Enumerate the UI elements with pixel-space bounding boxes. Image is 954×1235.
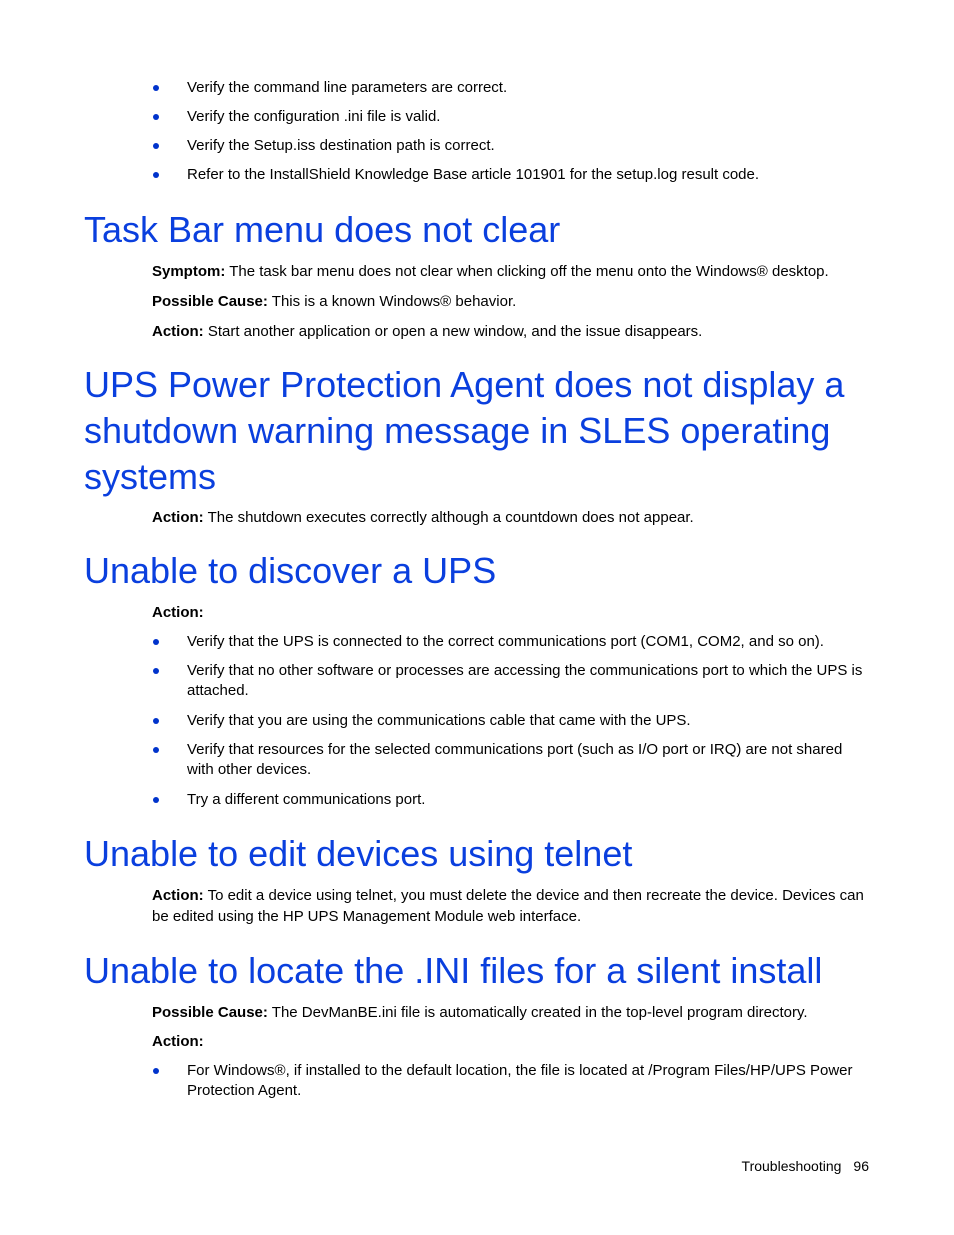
heading-line: systems [84,456,217,497]
footer-section: Troubleshooting [741,1158,842,1174]
action-text: The shutdown executes correctly although a countdown does not appear. [203,509,694,526]
cause-paragraph [152,291,872,312]
bullet-icon [153,747,159,753]
bullet-icon [153,172,159,178]
cause-text: The DevManBE.ini file is automatically created in the top-level program directory. [267,1004,808,1021]
cause-label: Possible Cause: [152,293,268,310]
bullet-icon [153,85,159,91]
symptom-text: The task bar menu does not clear when clicking off the menu onto the Windows® desktop. [225,263,829,280]
action-label: Action: [152,1033,204,1050]
list-item [152,740,872,780]
list-item [152,107,872,127]
list-item-text: Try a different communications port. [187,791,426,808]
section-heading-discover: Unable to discover a UPS [84,550,497,591]
list-item [152,136,872,156]
action-label: Action: [152,887,204,904]
list-item-text: Verify the configuration .ini file is valid. [187,108,441,125]
list-item [152,661,872,701]
symptom-label: Symptom: [152,263,226,280]
section-heading-ups-agent [84,362,884,500]
action-label: Action: [152,509,204,526]
action-paragraph [152,507,872,528]
bullet-icon [153,114,159,120]
action-label: Action: [152,323,204,340]
list-item-text: Verify the Setup.iss destination path is correct. [187,137,495,154]
list-item-text: Verify that you are using the communications cable that came with the UPS. [187,712,691,729]
section-heading-ini: Unable to locate the .INI files for a silent install [84,950,823,991]
heading-line: UPS Power Protection Agent does not display a [84,364,845,405]
list-item-text: Refer to the InstallShield Knowledge Base article 101901 for the setup.log result code. [187,166,760,183]
list-item [152,711,872,731]
list-item-text: Verify that the UPS is connected to the correct communications port (COM1, COM2, and so on). [187,633,824,650]
list-item [152,790,872,810]
action-text: Start another application or open a new window, and the issue disappears. [203,323,703,340]
action-paragraph [152,1031,872,1052]
list-item-text: For Windows®, if installed to the default location, the file is located at /Program Files/HP/UPS Power Protection Agent. [187,1062,853,1099]
page-footer [742,1158,869,1174]
action-paragraph [152,321,872,342]
bullet-icon [153,668,159,674]
action-paragraph [152,602,872,623]
list-item-text: Verify that resources for the selected communications port (such as I/O port or IRQ) are not shared with other devices. [187,741,843,778]
heading-line: shutdown warning message in SLES operating [84,410,831,451]
bullet-icon [153,143,159,149]
page-number: 96 [853,1158,869,1174]
action-paragraph [152,885,872,927]
cause-text: This is a known Windows® behavior. [267,293,517,310]
list-item [152,165,872,185]
bullet-icon [153,718,159,724]
list-item-text: Verify that no other software or processes are accessing the communications port to which the UPS is attached. [187,662,863,699]
action-text: To edit a device using telnet, you must delete the device and then recreate the device. Devices can be edited using the HP UPS Management Module web interface. [152,887,864,925]
list-item-text: Verify the command line parameters are correct. [187,79,508,96]
section-heading-taskbar: Task Bar menu does not clear [84,209,561,250]
cause-paragraph [152,1002,872,1023]
bullet-icon [153,797,159,803]
bullet-icon [153,1068,159,1074]
symptom-paragraph [152,261,872,282]
list-item [152,1061,872,1101]
cause-label: Possible Cause: [152,1004,268,1021]
list-item [152,78,872,98]
list-item [152,632,872,652]
bullet-icon [153,639,159,645]
action-label: Action: [152,604,204,621]
section-heading-telnet: Unable to edit devices using telnet [84,833,633,874]
